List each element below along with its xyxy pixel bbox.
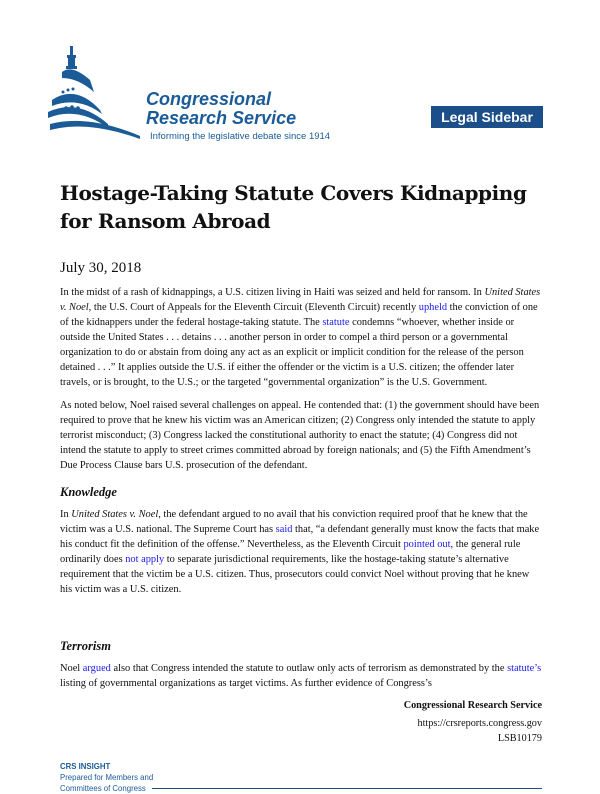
text: that, “a defendant generally must know the facts that make his conduct fit the definition of the offense.” Nevertheless, as the Eleventh Circuit — [60, 524, 540, 550]
link-statutes[interactable]: statute’s — [507, 663, 542, 674]
logo-tagline: Informing the legislative debate since 1914 — [150, 131, 331, 142]
prepared-line1: Prepared for Members and — [60, 773, 154, 782]
text: , the U.S. Court of Appeals for the Eleventh Circuit (Eleventh Circuit) recently — [88, 302, 419, 313]
page-title: Hostage-Taking Statute Covers Kidnapping for Ransom Abroad — [60, 181, 527, 233]
text: In the midst of a rash of kidnappings, a U.S. citizen living in Haiti was seized and held for ransom. In — [60, 287, 485, 298]
paragraph-challenges: As noted below, Noel raised several challenges on appeal. He contended that: (1) the government should have been required to prove that he knew his victim was an American citizen; (2) Congress only intended the statute to apply terrorist misconduct; (3) Congress lacked the constitutional authority to enact the statute; (4) Congress did not intend the statute to apply to street crimes committed abroad by foreign nationals; and (5) the Fifth Amendment’s Due Process Clause bars U.S. prosecution of the defendant. — [60, 400, 540, 471]
document-body — [60, 179, 542, 794]
logo-name-line2: Research Service — [146, 108, 297, 128]
footer-org: Congressional Research Service — [403, 700, 542, 711]
legal-sidebar-badge: Legal Sidebar — [431, 106, 543, 128]
link-statute[interactable]: statute — [322, 317, 350, 328]
text: , the general rule ordinarily does — [60, 539, 521, 565]
link-argued[interactable]: argued — [82, 663, 111, 674]
link-upheld[interactable]: upheld — [418, 302, 448, 313]
text: Noel — [60, 663, 83, 674]
heading-terrorism: Terrorism — [60, 639, 111, 653]
text: listing of governmental organizations as target victims. As further evidence of Congress’s — [60, 678, 432, 689]
text: to separate jurisdictional requirements, like the hostage-taking statute’s alternative requirement that the victim be a U.S. citizen. Thus, prosecutors could convict Noel without proving that he knew his victim was a U.S. citizen. — [60, 554, 530, 595]
text: In — [60, 509, 72, 520]
prepared-line2: Committees of Congress — [60, 784, 146, 793]
text: also that Congress intended the statute to outlaw only acts of terrorism as demonstrated by the — [110, 663, 508, 674]
case-name: United States v. Noel — [60, 287, 541, 313]
footer-divider — [152, 788, 542, 789]
text: , the defendant argued to no avail that his conviction required proof that he knew that the victim was a U.S. national. The Supreme Court has — [60, 509, 528, 535]
crs-logo — [48, 38, 331, 148]
publication-date: July 30, 2018 — [60, 260, 142, 276]
paragraph-knowledge — [60, 507, 542, 597]
link-pointed-out[interactable]: pointed out — [403, 539, 451, 550]
paragraph-terrorism — [60, 661, 542, 691]
footer-url[interactable]: https://crsreports.congress.gov — [417, 718, 542, 729]
logo-name-line1: Congressional — [146, 89, 272, 109]
paragraph-intro — [60, 285, 542, 390]
text: the conviction of one of the kidnappers under the federal hostage-taking statute. The — [60, 302, 538, 328]
crs-insight-block — [60, 761, 542, 794]
capitol-dome-icon — [48, 38, 148, 148]
crs-insight-label: CRS INSIGHT — [60, 762, 111, 771]
link-not-apply[interactable]: not apply — [125, 554, 165, 565]
heading-knowledge: Knowledge — [60, 485, 117, 499]
prepared-line2-row — [60, 783, 542, 794]
case-name: United States v. Noel — [71, 509, 159, 520]
text: condemns “whoever, whether inside or outside the United States . . . detains . . . another person in order to compel a third person or a governmental organization to do or abstain from doing any act as an explicit or implicit condition for the release of the person detained . . .” It applies outside the U.S. if either the offender or the victim is a U.S. citizen; the offender later travels, or is brought, to the U.S.; or the targeted “governmental organization” is the U.S. Government. — [60, 317, 524, 388]
link-said[interactable]: said — [275, 524, 293, 535]
footer-report-id: LSB10179 — [497, 733, 542, 744]
